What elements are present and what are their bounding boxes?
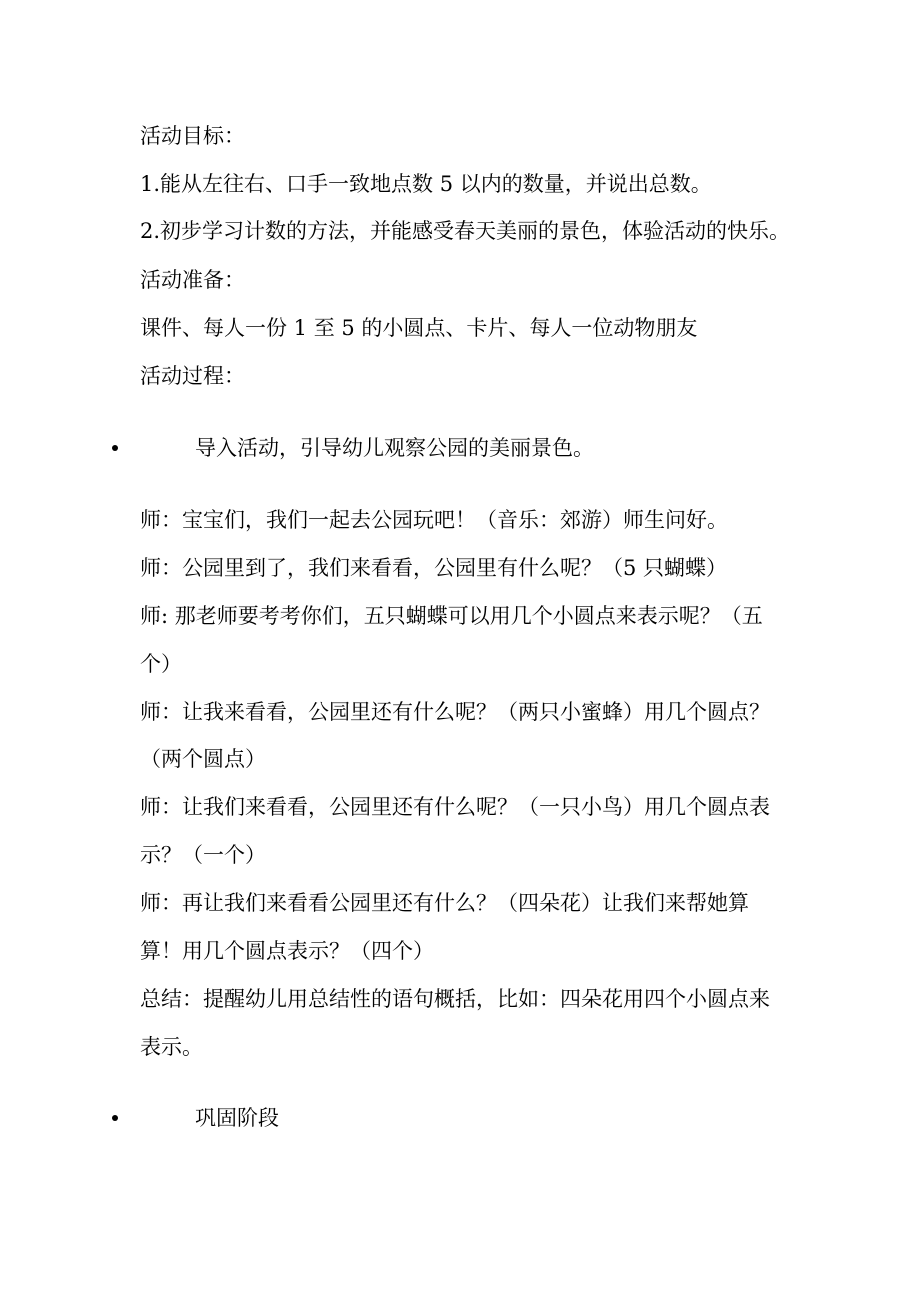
heading-activity-goals: 活动目标：	[140, 124, 245, 148]
dialogue-line: 示？（一个）	[140, 843, 266, 867]
section-heading-intro: 导入活动，引导幼儿观察公园的美丽景色。	[195, 436, 594, 460]
bullet-icon	[112, 445, 118, 451]
heading-activity-process: 活动过程：	[140, 364, 245, 388]
dialogue-line: 师：让我来看看，公园里还有什么呢？（两只小蜜蜂）用几个圆点？	[140, 700, 770, 724]
dialogue-line: 师：宝宝们，我们一起去公园玩吧！（音乐：郊游）师生问好。	[140, 508, 728, 532]
dialogue-line: 个）	[140, 652, 182, 676]
preparation-text: 课件、每人一份 1 至 5 的小圆点、卡片、每人一位动物朋友	[140, 316, 698, 340]
bullet-icon	[112, 1115, 118, 1121]
list-item	[112, 434, 594, 462]
summary-line: 表示。	[140, 1035, 203, 1059]
summary-line: 总结：提醒幼儿用总结性的语句概括，比如：四朵花用四个小圆点来	[140, 987, 770, 1011]
section-heading-consolidation: 巩固阶段	[195, 1106, 279, 1130]
dialogue-line: 师：公园里到了，我们来看看，公园里有什么呢？（5 只蝴蝶）	[140, 556, 728, 580]
dialogue-line: 师: 那老师要考考你们，五只蝴蝶可以用几个小圆点来表示呢？（五	[140, 604, 763, 628]
goal-item-1: 1.能从左往右、口手一致地点数 5 以内的数量，并说出总数。	[140, 172, 712, 196]
dialogue-line: 师：让我们来看看，公园里还有什么呢？（一只小鸟）用几个圆点表	[140, 795, 770, 819]
list-item	[112, 1104, 279, 1132]
dialogue-line: 算！用几个圆点表示？（四个）	[140, 939, 434, 963]
heading-activity-preparation: 活动准备：	[140, 268, 245, 292]
dialogue-line: （两个圆点）	[140, 747, 266, 771]
goal-item-2: 2.初步学习计数的方法，并能感受春天美丽的景色，体验活动的快乐。	[140, 219, 791, 243]
dialogue-line: 师：再让我们来看看公园里还有什么？（四朵花）让我们来帮她算	[140, 891, 749, 915]
